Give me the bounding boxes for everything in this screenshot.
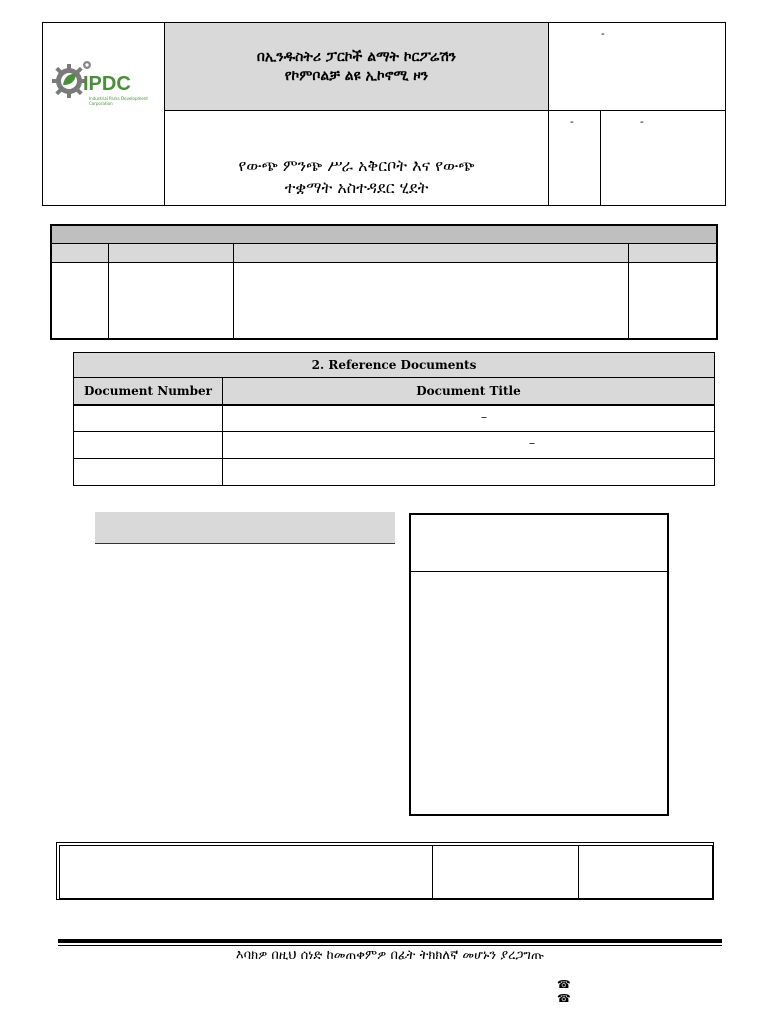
issue-cell <box>549 111 601 205</box>
content-box <box>409 513 669 816</box>
page-dash: - <box>640 115 644 128</box>
row-mark: – <box>529 436 535 450</box>
document-title-line1: የውጭ ምንጭ ሥራ አቅርቦት እና የውጭ <box>238 156 475 175</box>
ipdc-logo <box>49 59 161 99</box>
footer-notice: እባክዎ በዚህ ሰነድ ከመጠቀምዎ በፊት ትክክለኛ መሆኑን ያረጋግጡ <box>235 948 545 963</box>
document-header <box>42 22 726 206</box>
document-number-header: Document Number <box>74 378 222 406</box>
doc-number-dash: - <box>601 27 605 40</box>
table-row <box>74 460 714 486</box>
approval-box <box>56 842 714 900</box>
revision-col-divider <box>108 244 109 338</box>
footer-glyph: ☎ <box>557 992 571 1005</box>
revision-col-divider <box>628 244 629 338</box>
revision-col-divider <box>233 244 234 338</box>
approval-box-inner <box>59 845 713 899</box>
revision-table <box>50 224 718 340</box>
reference-col-divider <box>222 378 223 485</box>
table-row <box>74 406 714 432</box>
organization-name: በኢንዱስትሪ ፓርኮች ልማት ኮርፖሬሽን <box>256 48 457 65</box>
organization-name-cell <box>165 23 549 111</box>
content-box-divider <box>411 571 667 572</box>
footer-glyph: ☎ <box>557 978 571 991</box>
page-cell <box>601 111 725 205</box>
document-title-cell <box>165 111 549 205</box>
reference-documents-table <box>73 352 715 486</box>
document-title-header: Document Title <box>223 378 714 406</box>
svg-text:IPDC: IPDC <box>83 73 131 95</box>
table-row <box>74 433 714 459</box>
section-heading-bar <box>95 512 395 544</box>
revision-table-band <box>52 226 716 244</box>
issue-dash: - <box>570 115 574 128</box>
footer-rule-thick <box>58 939 722 943</box>
approval-col-divider <box>578 846 579 898</box>
organization-zone: የኮምቦልቻ ልዩ ኢኮኖሚ ዞን <box>284 67 429 84</box>
approval-col-divider <box>432 846 433 898</box>
footer-rule-thin <box>58 945 722 946</box>
logo-cell <box>43 23 165 205</box>
reference-documents-caption: 2. Reference Documents <box>74 353 714 378</box>
row-mark: – <box>481 410 487 424</box>
document-title-line2: ተቋማት አስተዳደር ሂደት <box>284 178 429 197</box>
doc-number-cell <box>549 23 725 111</box>
revision-table-header-row <box>52 244 716 263</box>
logo-tagline: Industrial Parks Development Corporation <box>89 96 148 106</box>
